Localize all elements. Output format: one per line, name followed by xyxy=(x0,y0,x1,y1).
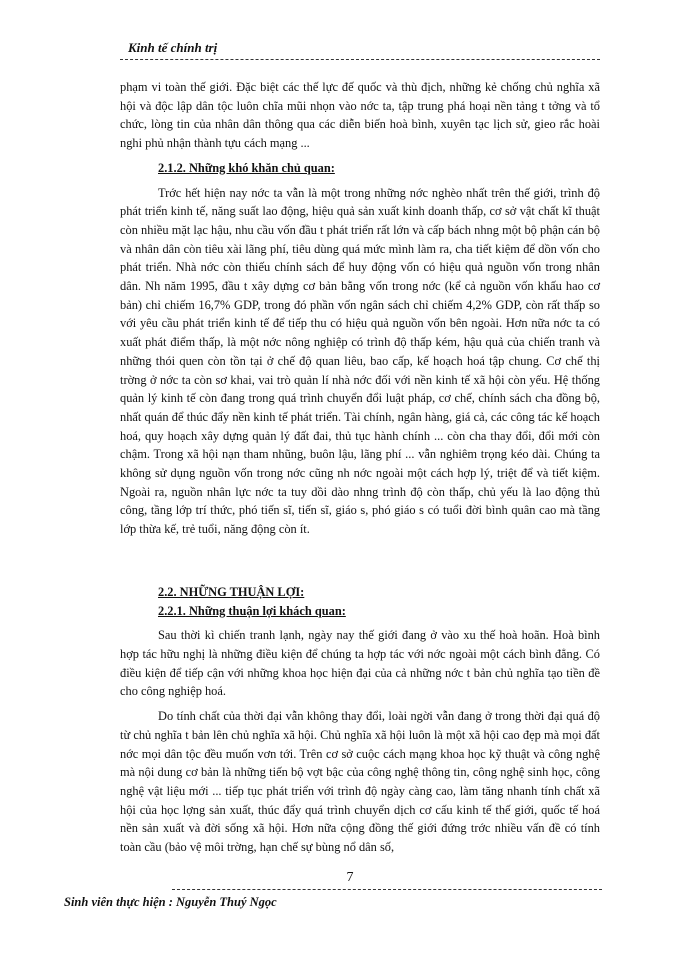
footer-divider xyxy=(172,889,602,890)
paragraph-era: Do tính chất của thời đại vẫn không thay đổi, loài ngời vẫn đang ở trong thời đại quá độ từ chủ nghĩa t bản lên chủ nghĩa xã hội. Chủ nghĩa xã hội luôn là một xã hội cao đẹp mà mọi đất nớc mọi dân tộc đều muốn vơn tới. Trên cơ sở cuộc cách mạng khoa học kỹ thuật và công nghệ mà nội dung cơ bản là những tiến bộ vợt bậc của công nghệ thông tin, công nghệ sinh học, công nghệ vật liệu mới ... tiếp tục phát triển với trình độ ngày càng cao, làm tăng nhanh tính chất xã hội của học lợng sản xuất, thúc đẩy quá trình chuyển dịch cơ cấu kinh tế thế giới, quốc tế hoá nền sản xuất và đời sống xã hội. Hơn nữa cộng đồng thế giới đứng trớc nhiều vấn đề có tính toàn cầu (bảo vệ môi trờng, hạn chế sự bùng nổ dân số, xyxy=(120,709,600,855)
section-heading-objective-advantages: 2.2.1. Những thuận lợi khách quan: xyxy=(158,603,346,618)
section-heading-subjective-difficulties: 2.1.2. Những khó khăn chủ quan: xyxy=(158,160,335,175)
paragraph-cold-war: Sau thời kì chiến tranh lạnh, ngày nay thế giới đang ở vào xu thế hoà hoãn. Hoà bình hợp tác hữu nghị là những điều kiện để chúng ta hợp tác với nớc ngoài một cách bình đẳng. Có điều kiện để tiếp cận với những khoa học hiện đại của cả những nớc t bản chủ nghĩa tạo tiền đề cho công nghiệp hoá. xyxy=(120,628,600,699)
section-heading-advantages: 2.2. NHỮNG THUẬN LỢI: xyxy=(158,584,305,599)
footer-author: Sinh viên thực hiện : Nguyễn Thuý Ngọc xyxy=(64,895,277,909)
header-divider xyxy=(120,59,600,60)
header-title: Kinh tế chính trị xyxy=(128,40,218,55)
paragraph-intro: phạm vi toàn thế giới. Đặc biệt các thế lực đế quốc và thù địch, những kẻ chống chủ nghĩa xã hội và độc lập dân tộc luôn chĩa mũi nhọn vào nớc ta, tập trung phá hoại nền tảng t tởng và tổ chức, lòng tin của nhân dân thông qua các diễn biến hoà bình, xuyên tạc lịch sử, gieo rắc hoài nghi phủ nhận thành tựu cách mạng ... xyxy=(120,80,600,151)
document-body xyxy=(120,78,600,857)
page-number: 7 xyxy=(346,870,354,885)
paragraph-difficulties: Trớc hết hiện nay nớc ta vẫn là một trong những nớc nghèo nhất trên thế giới, trình độ phát triển kinh tế, năng suất lao động, hiệu quả sản xuất kinh doanh thấp, cơ sở vật chất kĩ thuật còn nhiều mặt lạc hậu, nhu cầu vốn đầu t phát triển rất lớn và cấp bách nhng một bộ phận cán bộ và nhân dân còn tiêu xài lãng phí, tiêu dùng quá mức mình làm ra, cha tiết kiệm để dồn vốn cho phát triển. Nhà nớc còn thiếu chính sách để huy động vốn có hiệu quả nguồn vốn trong nhân dân. Nh năm 1995, đầu t xây dựng cơ bản bằng vốn trong nớc (kể cả nguồn vốn khấu hao cơ bản) chỉ chiếm 16,7% GDP, trong đó phần vốn ngân sách chỉ chiếm 4,2% GDP, còn rất thấp so với yêu cầu phát triển kinh tế để tiếp thu có hiệu quả nguồn vốn bên ngoài. Hơn nữa nớc ta có xuất phát điểm thấp, là một nớc nông nghiệp có trình độ thấp kém, hậu quả của chiến tranh và những thói quen còn tồn tại ở chế độ quan liêu, bao cấp, kế hoạch hoá tập chung. Cơ chế thị trờng ở nớc ta còn sơ khai, vai trò quản lí nhà nớc đối với nền kinh tế xã hội còn yếu. Hệ thống quản lý kinh tế còn đang trong quá trình chuyển đổi luật pháp, cơ chế, chính sách cha đồng bộ, nhất quán để thúc đẩy nền kinh tế phát triển. Tài chính, ngân hàng, giá cả, các công tác kế hoạch hoá, quy hoạch xây dựng quản lý đất đai, thủ tục hành chính ... còn cha thay đổi, đổi mới còn chậm. Trong xã hội nạn tham nhũng, buôn lậu, lãng phí ... vẫn nghiêm trọng kéo dài. Chúng ta không sử dụng nguồn vốn trong nớc cũng nh nớc ngoài một cách hợp lý, triệt để và tiết kiệm. Ngoài ra, nguồn nhân lực nớc ta tuy dồi dào nhng trình độ còn thấp, chủ yếu là lao động thủ công, tầng lớp trí thức, phó tiến sĩ, tiến sĩ, giáo s, phó giáo s có tuổi đời bình quân cao mà tầng lớp thừa kế, trẻ tuổi, năng động còn ít. xyxy=(120,185,600,537)
